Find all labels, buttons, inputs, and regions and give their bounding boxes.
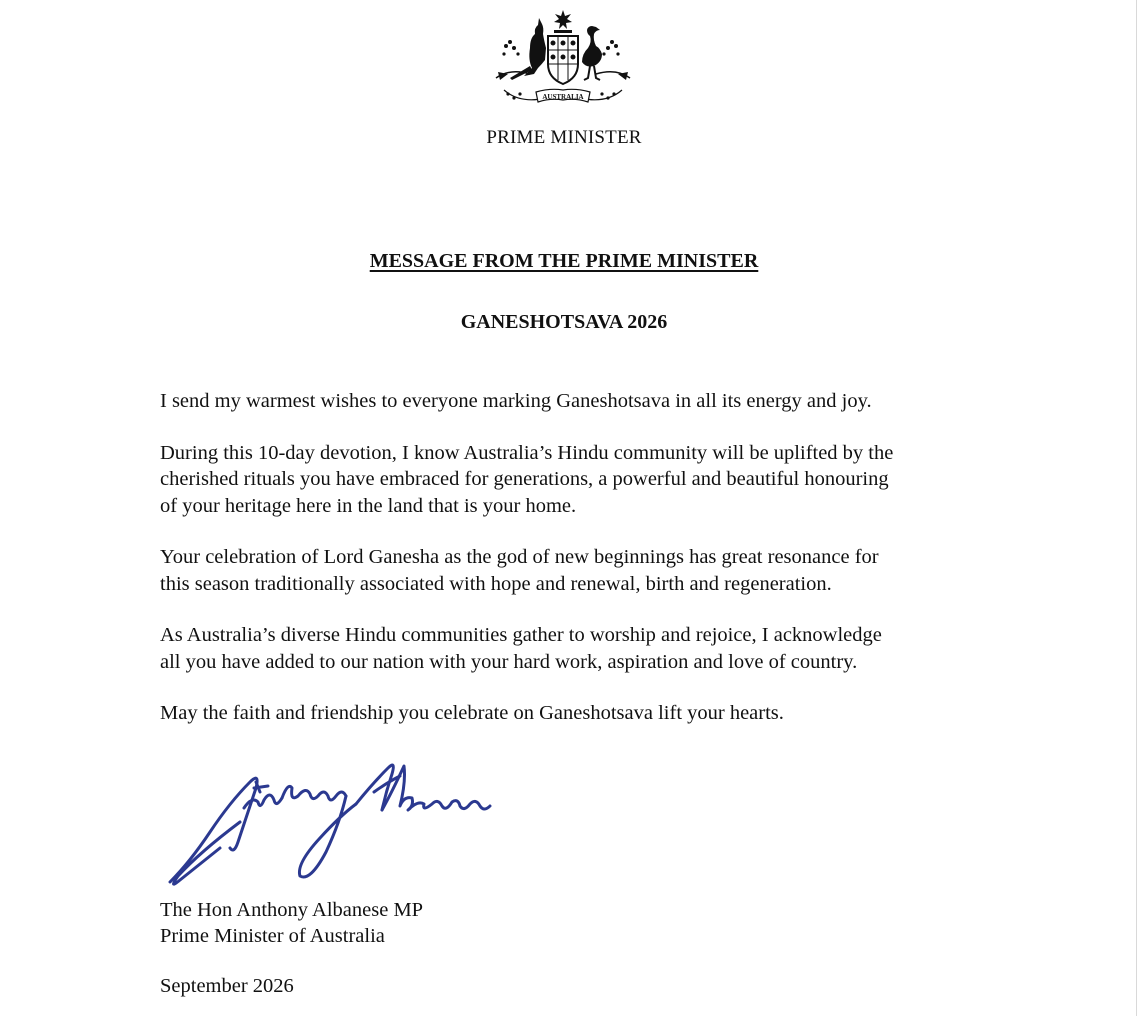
signatory-name: The Hon Anthony Albanese MP bbox=[160, 899, 424, 921]
handwritten-signature bbox=[160, 752, 500, 892]
message-heading: MESSAGE FROM THE PRIME MINISTER bbox=[369, 250, 759, 272]
australian-coat-of-arms-icon bbox=[490, 8, 636, 114]
paragraph-3: Your celebration of Lord Ganesha as the god of new beginnings has great resonance for this season traditionally associated with hope and renewal, birth and regeneration. bbox=[160, 546, 879, 595]
letter-date: September 2026 bbox=[160, 975, 294, 997]
paragraph-1: I send my warmest wishes to everyone marking Ganeshotsava in all its energy and joy. bbox=[160, 390, 872, 412]
paragraph-5: May the faith and friendship you celebrate on Ganeshotsava lift your hearts. bbox=[160, 702, 784, 724]
signatory-title: Prime Minister of Australia bbox=[160, 925, 385, 947]
paragraph-4: As Australia’s diverse Hindu communities gather to worship and rejoice, I acknowledge all you have added to our nation with your hard work, aspiration and love of country. bbox=[160, 624, 882, 673]
crest-motto: AUSTRALIA bbox=[542, 93, 584, 101]
message-body bbox=[160, 388, 980, 752]
office-title: PRIME MINISTER bbox=[486, 127, 642, 148]
signatory-block bbox=[160, 897, 423, 949]
message-subheading: GANESHOTSAVA 2026 bbox=[460, 311, 668, 333]
paragraph-2: During this 10-day devotion, I know Australia’s Hindu community will be uplifted by the cherished rituals you have embraced for generations, a powerful and beautiful honouring of your heritage here in the land that is your home. bbox=[160, 441, 894, 517]
